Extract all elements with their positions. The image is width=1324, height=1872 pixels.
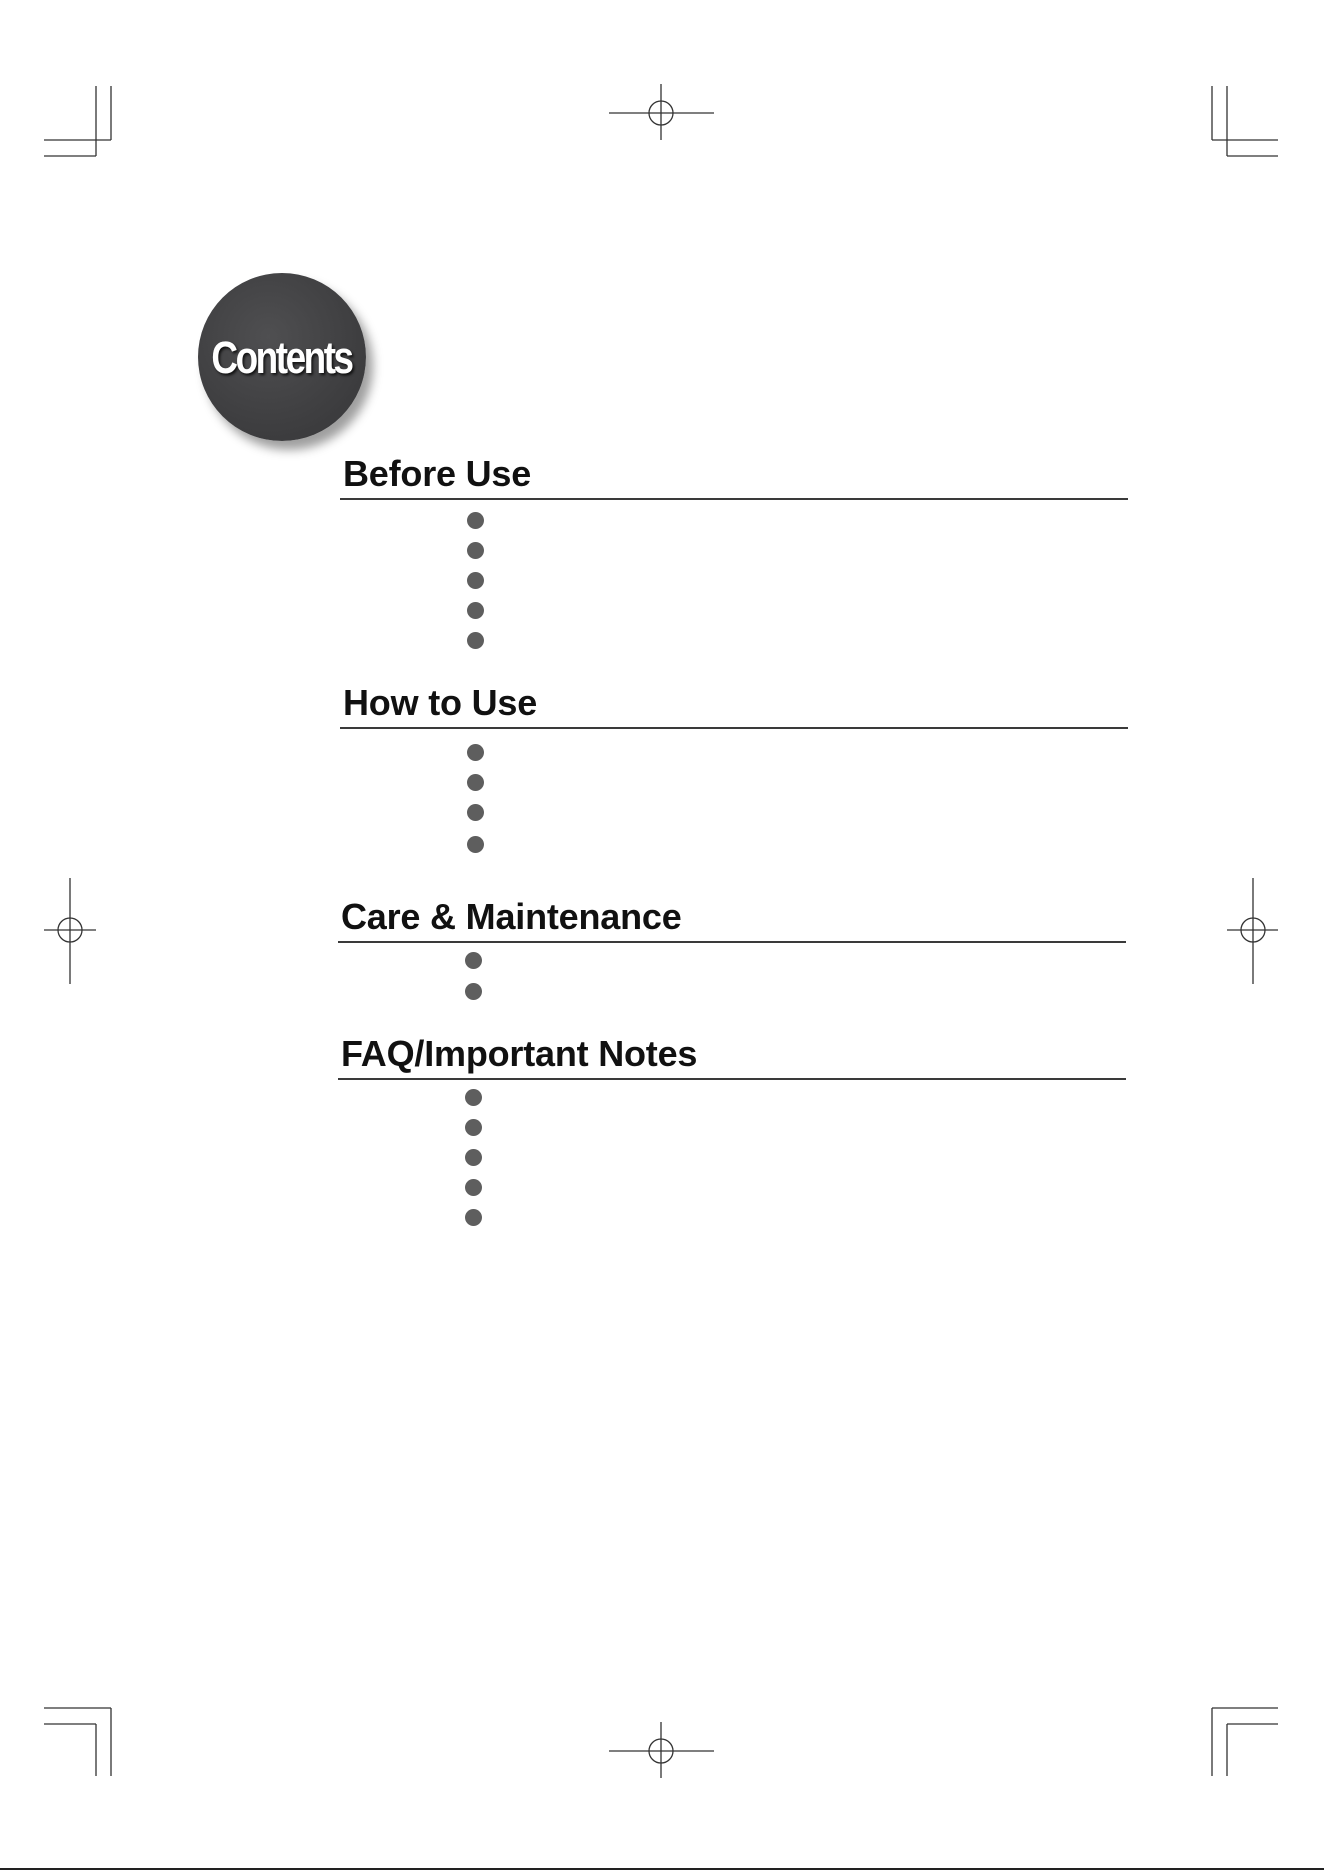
filled-circle-bullet-icon <box>465 1179 482 1196</box>
registration-target-icon <box>609 84 714 140</box>
page-bottom-edge <box>0 1868 1324 1870</box>
filled-circle-bullet-icon <box>465 1119 482 1136</box>
list-item <box>467 571 498 589</box>
list-item <box>465 1178 496 1196</box>
list-item <box>467 835 498 853</box>
list-item <box>467 803 498 821</box>
filled-circle-bullet-icon <box>465 1089 482 1106</box>
list-item <box>467 631 498 649</box>
section-title: FAQ/Important Notes <box>341 1033 698 1074</box>
crop-mark-icon <box>1212 86 1278 156</box>
filled-circle-bullet-icon <box>467 632 484 649</box>
filled-circle-bullet-icon <box>467 542 484 559</box>
list-item <box>465 1088 496 1106</box>
list-item <box>467 541 498 559</box>
list-item <box>465 982 496 1000</box>
filled-circle-bullet-icon <box>465 952 482 969</box>
list-item <box>465 1118 496 1136</box>
filled-circle-bullet-icon <box>467 804 484 821</box>
registration-target-icon <box>44 878 96 984</box>
list-item <box>465 1148 496 1166</box>
registration-target-icon <box>1227 878 1278 984</box>
section-care-maintenance <box>338 896 1126 943</box>
filled-circle-bullet-icon <box>467 744 484 761</box>
filled-circle-bullet-icon <box>467 602 484 619</box>
section-title: How to Use <box>343 682 538 723</box>
contents-badge-label: Contents <box>210 332 352 383</box>
crop-mark-icon <box>44 86 111 156</box>
section-divider <box>338 941 1126 943</box>
section-faq-important-notes <box>338 1033 1126 1080</box>
filled-circle-bullet-icon <box>465 983 482 1000</box>
filled-circle-bullet-icon <box>467 774 484 791</box>
section-divider <box>340 727 1128 729</box>
section-title: Care & Maintenance <box>341 896 682 937</box>
list-item <box>465 1208 496 1226</box>
filled-circle-bullet-icon <box>465 1149 482 1166</box>
crop-mark-icon <box>44 1708 111 1776</box>
crop-mark-icon <box>1212 1708 1278 1776</box>
list-item <box>467 773 498 791</box>
section-title: Before Use <box>343 453 532 494</box>
filled-circle-bullet-icon <box>467 572 484 589</box>
filled-circle-bullet-icon <box>467 512 484 529</box>
list-item <box>467 743 498 761</box>
registration-target-icon <box>609 1722 714 1778</box>
filled-circle-bullet-icon <box>467 836 484 853</box>
list-item <box>465 951 496 969</box>
section-divider <box>338 1078 1126 1080</box>
section-how-to-use <box>340 682 1128 729</box>
section-divider <box>340 498 1128 500</box>
list-item <box>467 601 498 619</box>
list-item <box>467 511 498 529</box>
filled-circle-bullet-icon <box>465 1209 482 1226</box>
contents-badge <box>198 273 366 441</box>
section-before-use <box>340 453 1128 500</box>
